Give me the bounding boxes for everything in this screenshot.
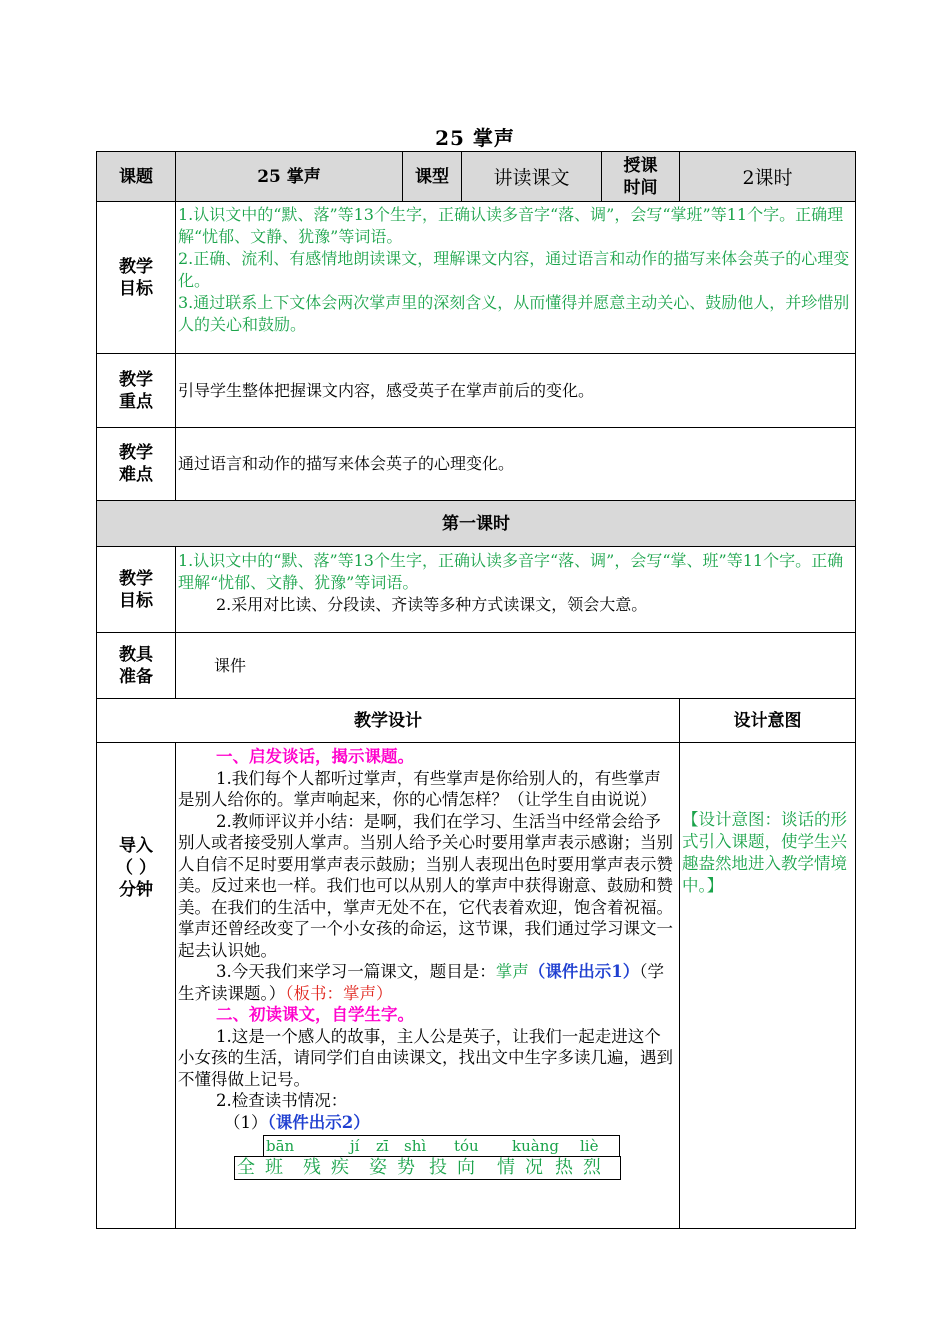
character-item: 姿 — [369, 1157, 387, 1178]
para-3-text: 3.今天我们来学习一篇课文，题目是： — [216, 962, 496, 981]
design-para-2: 2.教师评议并小结：是啊，我们在学习、生活当中经常会给予别人或者接受别人掌声。当别人给予关心时要用掌声表示感谢；当别人自信不足时要用掌声表示鼓励；当别人表现出色时要用掌声表示赞美。反过来也一样。我们也可以从别人的掌声中获得谢意、鼓励和赞美。在我们的生活中，掌声无处不在，它代表着欢迎，饱含着祝福。掌声还曾经改变了一个小女孩的命运，这节课，我们通过学习课文一起去认识她。 — [178, 811, 673, 960]
character-item: 热 — [555, 1157, 573, 1178]
lesson-goals-label-line1: 教学 — [119, 568, 153, 589]
stage-label — [97, 743, 176, 1229]
goals-label — [97, 202, 176, 354]
stage-label-line1: 导入 — [119, 836, 153, 856]
first-lesson-heading: 第一课时 — [97, 501, 856, 547]
goal-item-1: 1.认识文中的“默、落”等13个生字，正确认读多音字“落、调”，会写“掌班”等11个字。正确理解“忧郁、文静、犹豫”等词语。 — [178, 205, 844, 246]
pinyin-item: bān — [266, 1137, 295, 1155]
tools-label-line1: 教具 — [119, 644, 153, 665]
goal-item-2: 2.正确、流利、有感情地朗读课文，理解课文内容，通过语言和动作的描写来体会英子的心理变化。 — [178, 249, 850, 290]
design-body-row — [97, 743, 856, 1229]
design-para-6 — [178, 1112, 677, 1134]
section-1-title: 一、启发谈话，揭示课题。 — [216, 747, 414, 766]
character-item: 向 — [457, 1157, 475, 1178]
design-para-1: 1.我们每个人都听过掌声，有些掌声是你给别人的，有些掌声是别人给你的。掌声响起来，你的心情怎样？（让学生自由说说） — [178, 768, 661, 809]
goals-content — [176, 202, 856, 354]
character-item: 残 — [303, 1157, 321, 1178]
character-item: 班 — [265, 1157, 283, 1178]
pinyin-item: zī — [376, 1137, 389, 1155]
type-value: 讲读课文 — [462, 152, 602, 202]
design-para-5: 2.检查读书情况： — [216, 1091, 348, 1110]
pinyin-exercise — [178, 1135, 677, 1180]
lesson-goals-label — [97, 547, 176, 633]
pinyin-item: kuàng — [512, 1137, 559, 1155]
character-row — [234, 1156, 621, 1180]
focus-row — [97, 354, 856, 428]
design-header-row — [97, 699, 856, 743]
focus-label-line1: 教学 — [119, 369, 153, 390]
para-6-number: （1） — [224, 1112, 268, 1132]
design-para-3 — [178, 961, 677, 1004]
topic-label: 课题 — [97, 152, 176, 202]
difficulty-content: 通过语言和动作的描写来体会英子的心理变化。 — [176, 428, 856, 501]
focus-content: 引导学生整体把握课文内容，感受英子在掌声前后的变化。 — [176, 354, 856, 428]
design-intent: 【设计意图：谈话的形式引入课题，使学生兴趣盎然地进入教学情境中。】 — [680, 743, 856, 1229]
stage-label-line2: （ ） — [116, 858, 156, 878]
pinyin-row — [263, 1135, 620, 1156]
pinyin-item: shì — [404, 1137, 427, 1155]
section-2-title: 二、初读课文，自学生字。 — [216, 1005, 414, 1024]
tools-label — [97, 633, 176, 699]
difficulty-label-line2: 难点 — [119, 465, 153, 485]
character-item: 势 — [397, 1157, 415, 1178]
stage-label-line3: 分钟 — [119, 880, 153, 900]
para-3-board: （板书：掌声） — [285, 983, 393, 1003]
lesson-goals-row — [97, 547, 856, 633]
design-content — [176, 743, 680, 1229]
tools-row — [97, 633, 856, 699]
pinyin-item: tóu — [454, 1137, 479, 1155]
lesson-goals-label-line2: 目标 — [119, 590, 153, 611]
character-item: 全 — [237, 1157, 255, 1178]
topic-value: 25 掌声 — [176, 152, 403, 202]
focus-label-line2: 重点 — [119, 391, 153, 412]
design-column-header: 教学设计 — [97, 699, 680, 743]
difficulty-label-line1: 教学 — [119, 443, 153, 463]
difficulty-row — [97, 428, 856, 501]
character-item: 烈 — [583, 1157, 601, 1178]
tools-content: 课件 — [176, 633, 856, 699]
difficulty-label — [97, 428, 176, 501]
intent-column-header: 设计意图 — [680, 699, 856, 743]
lesson-plan-table — [96, 151, 856, 1229]
focus-label — [97, 354, 176, 428]
character-item: 疾 — [331, 1157, 349, 1178]
lesson-goal-2: 2.采用对比读、分段读、齐读等多种方式读课文，领会大意。 — [216, 595, 648, 614]
character-item: 情 — [497, 1157, 515, 1178]
pinyin-item: liè — [580, 1137, 599, 1155]
type-label: 课型 — [403, 152, 462, 202]
goals-label-line2: 目标 — [119, 278, 153, 299]
lesson-goal-1: 1.认识文中的“默、落”等13个生字，正确认读多音字“落、调”，会写“掌、班”等11个字。正确理解“忧郁、文静、犹豫”等词语。 — [178, 551, 844, 592]
document-title: 25 掌声 — [435, 126, 515, 150]
para-3-students: （学生齐读课题。） — [178, 962, 664, 1003]
goals-row — [97, 202, 856, 354]
time-value: 2课时 — [680, 152, 856, 202]
character-item: 况 — [525, 1157, 543, 1178]
para-3-courseware: （课件出示1） — [528, 962, 640, 981]
header-row — [97, 152, 856, 202]
para-3-title: 掌声 — [495, 962, 529, 981]
time-label — [602, 152, 680, 202]
design-para-4: 1.这是一个感人的故事，主人公是英子，让我们一起走进这个小女孩的生活，请同学们自由读课文，找出文中生字多读几遍，遇到不懂得做上记号。 — [178, 1026, 673, 1089]
goal-item-3: 3.通过联系上下文体会两次掌声里的深刻含义，从而懂得并愿意主动关心、鼓励他人，并珍惜别人的关心和鼓励。 — [178, 293, 850, 334]
lesson-goals-content — [176, 547, 856, 633]
character-item: 投 — [429, 1157, 447, 1178]
pinyin-item: jí — [350, 1137, 360, 1155]
time-label-line2: 时间 — [623, 177, 658, 198]
goals-label-line1: 教学 — [119, 256, 153, 277]
first-lesson-row — [97, 501, 856, 547]
para-6-courseware: （课件出示2） — [267, 1112, 370, 1132]
tools-label-line2: 准备 — [119, 666, 153, 687]
time-label-line1: 授课 — [623, 155, 658, 176]
